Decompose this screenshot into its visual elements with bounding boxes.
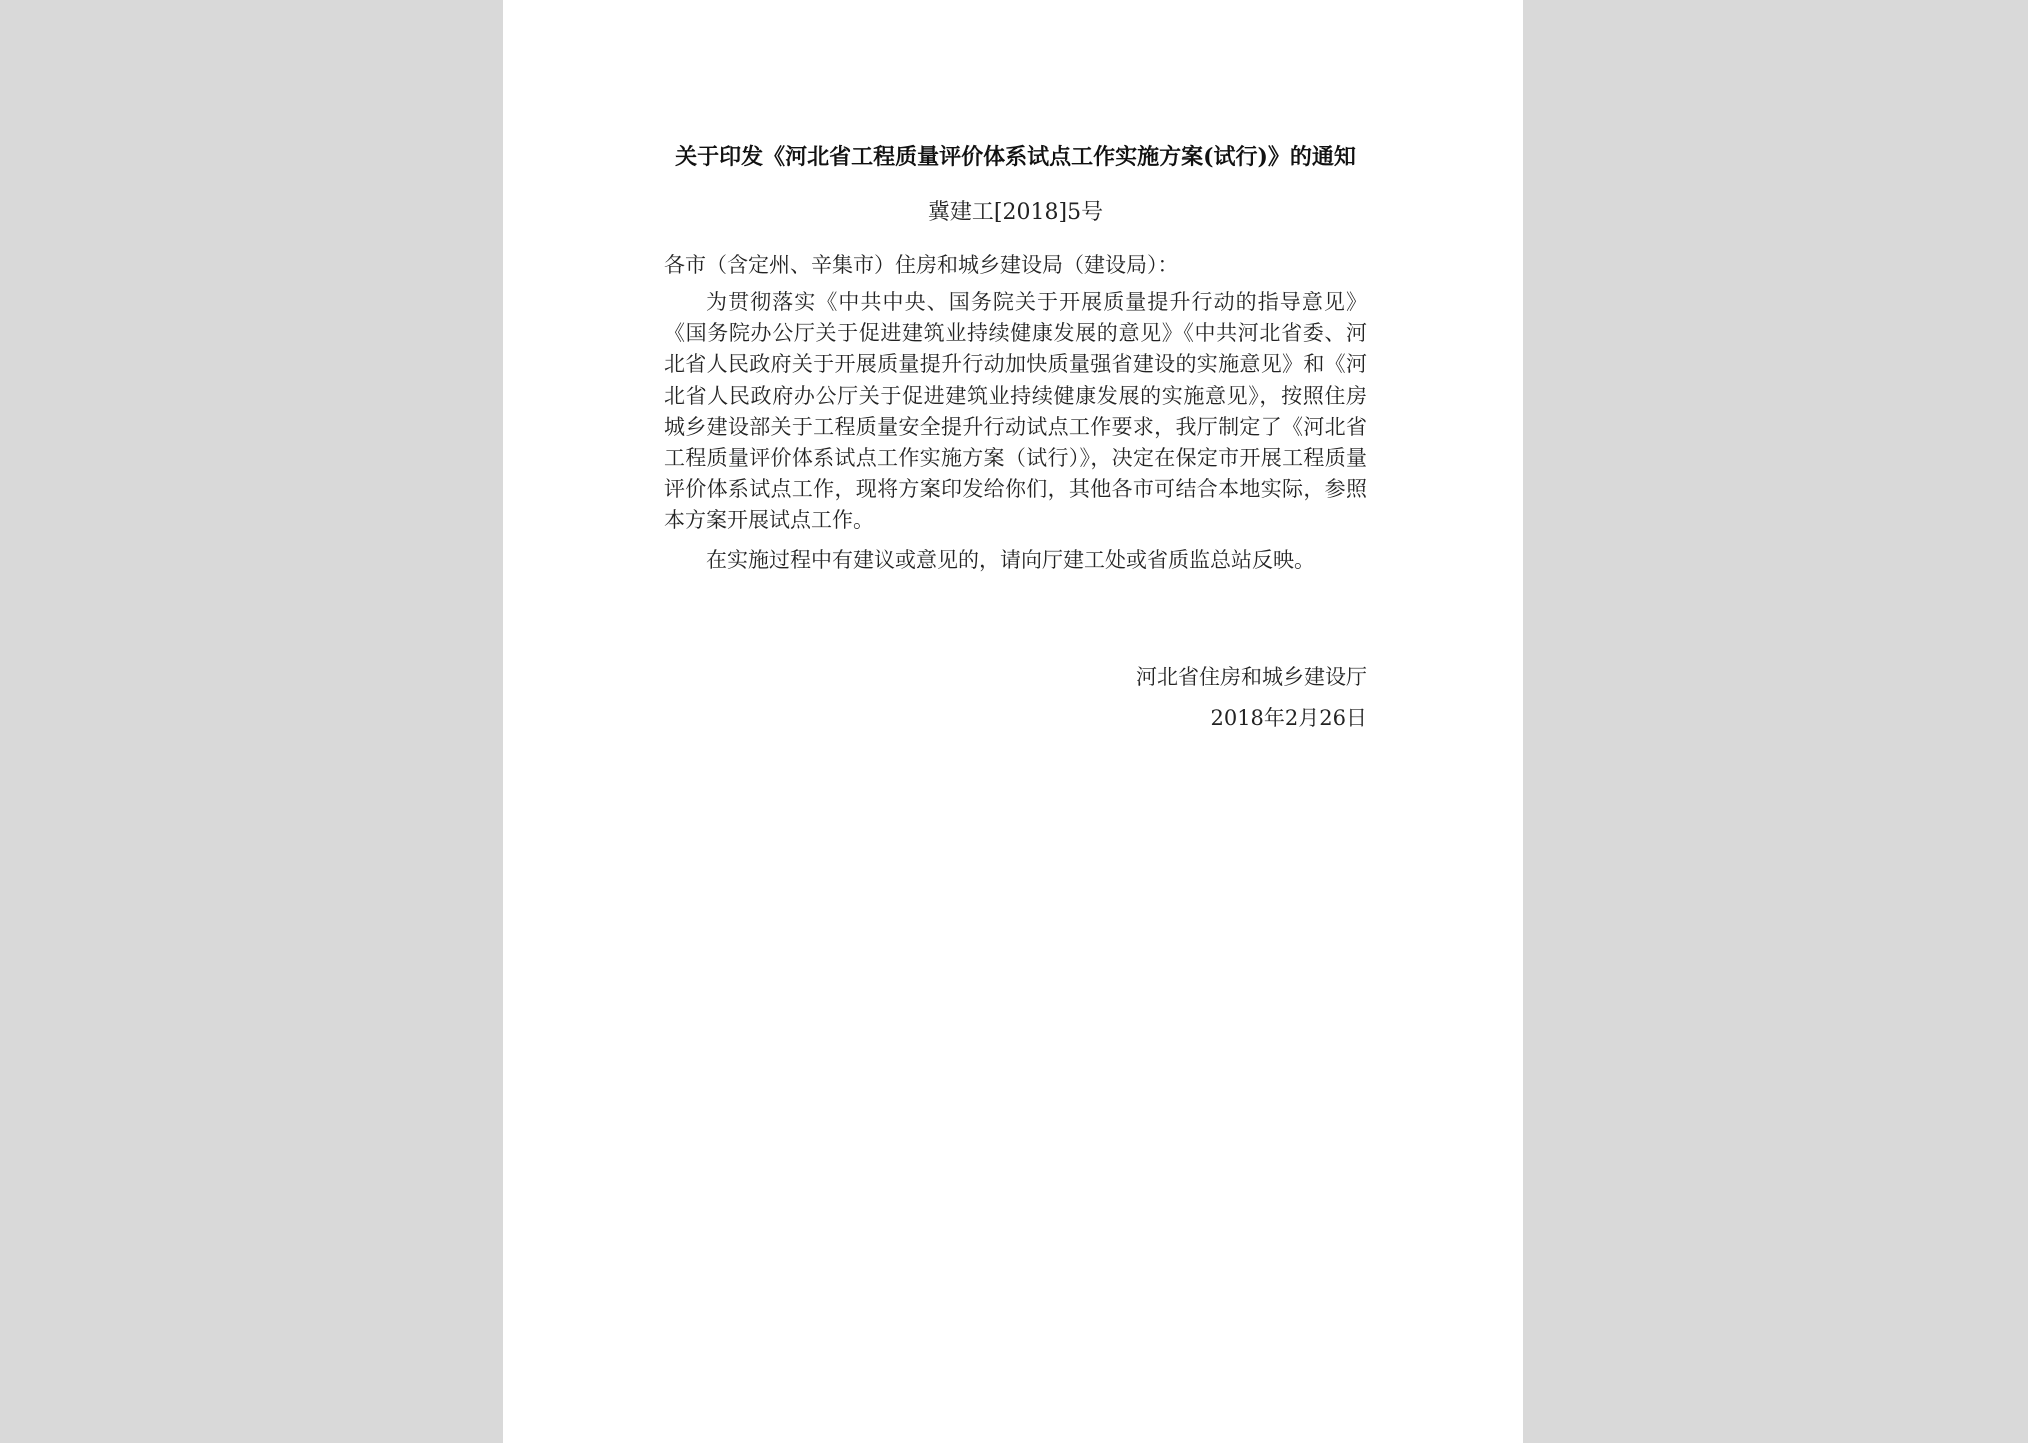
document-title: 关于印发《河北省工程质量评价体系试点工作实施方案(试行)》的通知 — [675, 144, 1356, 170]
document-number: 冀建工[2018]5号 — [927, 200, 1104, 225]
body-paragraph: 为贯彻落实《中共中央、国务院关于开展质量提升行动的指导意见》《国务院办公厅关于促进建筑业持续健康发展的意见》《中共河北省委、河北省人民政府关于开展质量提升行动加快质量强省建设的实施意见》和《河北省人民政府办公厅关于促进建筑业持续健康发展的实施意见》，按照住房城乡建设部关于工程质量安全提升行动试点工作要求，我厅制定了《河北省工程质量评价体系试点工作实施方案（试行）》，决定在保定市开展工程质量评价体系试点工作，现将方案印发给你们，其他各市可结合本地实际，参照本方案开展试点工作。 — [664, 290, 1367, 533]
document-content — [664, 142, 1367, 734]
body-paragraph: 在实施过程中有建议或意见的，请向厅建工处或省质监总站反映。 — [706, 547, 1315, 572]
signature-date: 2018年2月26日 — [1210, 705, 1367, 730]
addressee: 各市（含定州、辛集市）住房和城乡建设局（建设局）： — [664, 253, 1179, 277]
signature-organization: 河北省住房和城乡建设厅 — [1136, 664, 1367, 689]
document-page — [503, 0, 1523, 1443]
